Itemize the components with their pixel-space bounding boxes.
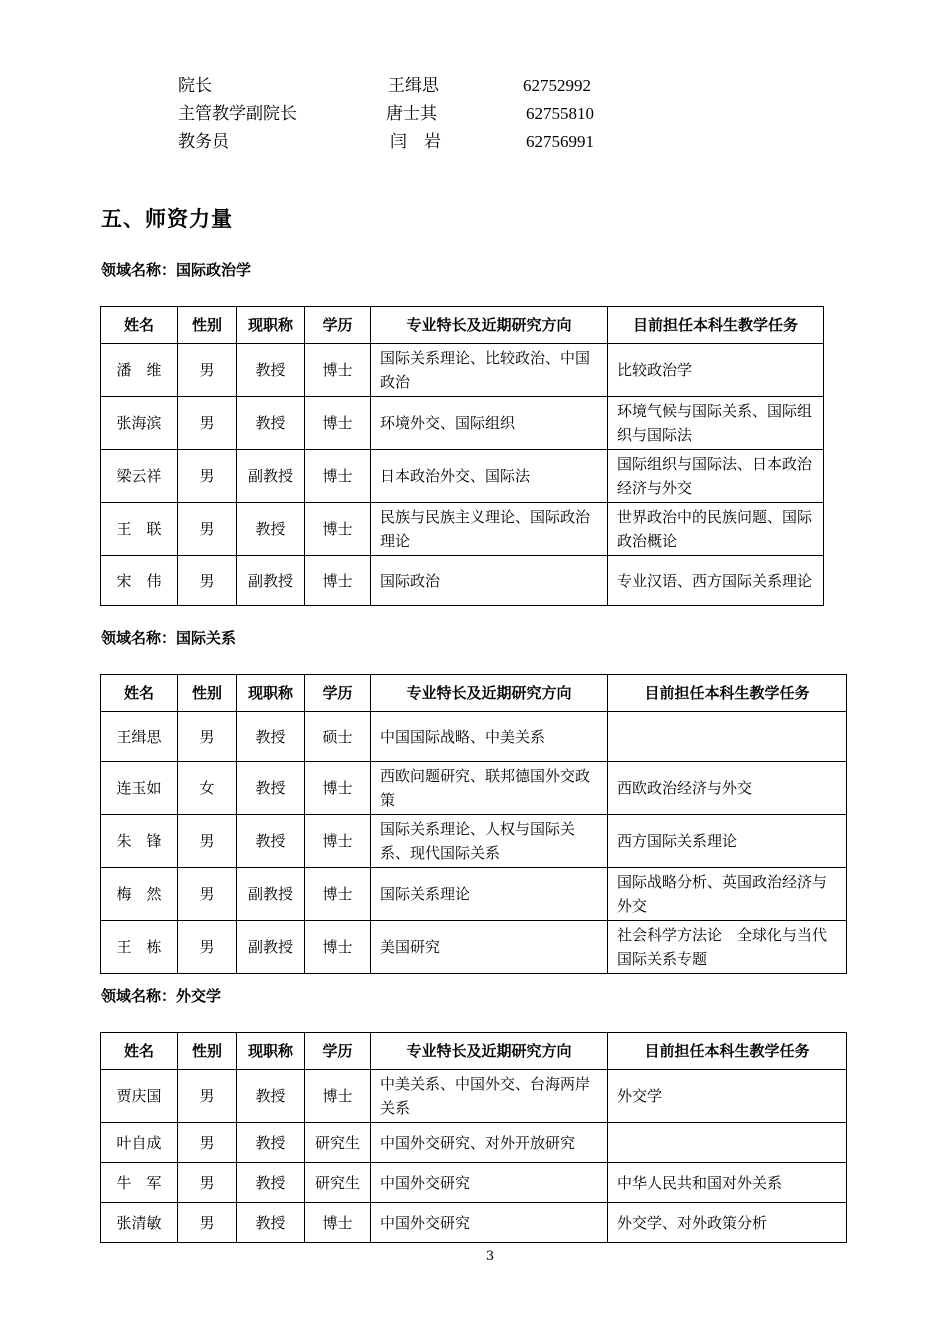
- cell-degree: 博士: [305, 503, 371, 556]
- cell-name: 贾庆国: [101, 1070, 178, 1123]
- cell-teaching: [608, 1123, 847, 1163]
- cell-gender: 男: [178, 1163, 237, 1203]
- cell-gender: 女: [178, 762, 237, 815]
- contact-role: 主管教学副院长: [178, 104, 297, 124]
- cell-title: 教授: [237, 344, 305, 397]
- cell-research: 环境外交、国际组织: [371, 397, 608, 450]
- cell-title: 副教授: [237, 868, 305, 921]
- staff-table-diplomacy: [100, 1032, 847, 1243]
- cell-title: 副教授: [237, 921, 305, 974]
- table-row: [101, 1163, 847, 1203]
- cell-gender: 男: [178, 1070, 237, 1123]
- cell-name: 王 联: [101, 503, 178, 556]
- cell-degree: 博士: [305, 815, 371, 868]
- contact-phone: 62755810: [526, 104, 594, 123]
- header-title: 现职称: [237, 1033, 305, 1070]
- contact-phone: 62756991: [526, 132, 594, 151]
- cell-name: 叶自成: [101, 1123, 178, 1163]
- cell-degree: 博士: [305, 344, 371, 397]
- table-row: [101, 712, 847, 762]
- table-row: [101, 503, 824, 556]
- cell-degree: 博士: [305, 762, 371, 815]
- cell-degree: 博士: [305, 556, 371, 606]
- cell-research: 中国外交研究: [371, 1203, 608, 1243]
- cell-degree: 博士: [305, 450, 371, 503]
- page-number: 3: [485, 1249, 495, 1264]
- cell-teaching: 外交学、对外政策分析: [608, 1203, 847, 1243]
- cell-title: 副教授: [237, 450, 305, 503]
- cell-degree: 硕士: [305, 712, 371, 762]
- contact-row-vice-dean: [178, 100, 678, 128]
- cell-name: 张海滨: [101, 397, 178, 450]
- cell-teaching: 西欧政治经济与外交: [608, 762, 847, 815]
- cell-gender: 男: [178, 397, 237, 450]
- header-teaching: 目前担任本科生教学任务: [608, 307, 824, 344]
- cell-title: 教授: [237, 1203, 305, 1243]
- cell-gender: 男: [178, 556, 237, 606]
- cell-name: 梁云祥: [101, 450, 178, 503]
- cell-gender: 男: [178, 868, 237, 921]
- table-row: [101, 762, 847, 815]
- contact-name: 唐士其: [386, 104, 437, 124]
- contact-role: 教务员: [178, 132, 229, 152]
- table-row: [101, 1203, 847, 1243]
- cell-degree: 博士: [305, 1070, 371, 1123]
- cell-research: 民族与民族主义理论、国际政治理论: [371, 503, 608, 556]
- header-degree: 学历: [305, 307, 371, 344]
- cell-degree: 研究生: [305, 1163, 371, 1203]
- cell-degree: 博士: [305, 868, 371, 921]
- cell-title: 教授: [237, 503, 305, 556]
- staff-table-international-relations: [100, 674, 847, 974]
- cell-title: 教授: [237, 712, 305, 762]
- cell-research: 中美关系、中国外交、台海两岸关系: [371, 1070, 608, 1123]
- cell-gender: 男: [178, 503, 237, 556]
- header-gender: 性别: [178, 675, 237, 712]
- cell-gender: 男: [178, 1203, 237, 1243]
- header-title: 现职称: [237, 307, 305, 344]
- cell-name: 连玉如: [101, 762, 178, 815]
- cell-teaching: 世界政治中的民族问题、国际政治概论: [608, 503, 824, 556]
- cell-name: 张清敏: [101, 1203, 178, 1243]
- table-header-row: [101, 1033, 847, 1070]
- cell-research: 日本政治外交、国际法: [371, 450, 608, 503]
- staff-table-international-politics: [100, 306, 824, 606]
- cell-degree: 博士: [305, 921, 371, 974]
- cell-gender: 男: [178, 815, 237, 868]
- cell-name: 宋 伟: [101, 556, 178, 606]
- cell-research: 中国外交研究: [371, 1163, 608, 1203]
- cell-teaching: 环境气候与国际关系、国际组织与国际法: [608, 397, 824, 450]
- header-research: 专业特长及近期研究方向: [371, 675, 608, 712]
- section-title: 五、师资力量: [101, 207, 233, 231]
- header-name: 姓名: [101, 1033, 178, 1070]
- table-row: [101, 815, 847, 868]
- contact-role: 院长: [178, 76, 212, 96]
- cell-degree: 博士: [305, 397, 371, 450]
- cell-teaching: 国际组织与国际法、日本政治经济与外交: [608, 450, 824, 503]
- cell-title: 教授: [237, 815, 305, 868]
- cell-name: 梅 然: [101, 868, 178, 921]
- header-title: 现职称: [237, 675, 305, 712]
- cell-title: 教授: [237, 1070, 305, 1123]
- cell-teaching: 比较政治学: [608, 344, 824, 397]
- header-name: 姓名: [101, 675, 178, 712]
- cell-degree: 研究生: [305, 1123, 371, 1163]
- domain-label-international-relations: 领域名称：国际关系: [101, 629, 237, 647]
- cell-teaching: 西方国际关系理论: [608, 815, 847, 868]
- cell-research: 国际关系理论、比较政治、中国政治: [371, 344, 608, 397]
- contact-phone: 62752992: [523, 76, 591, 95]
- cell-gender: 男: [178, 712, 237, 762]
- contact-row-dean: [178, 72, 678, 100]
- table-row: [101, 1070, 847, 1123]
- table-row: [101, 450, 824, 503]
- header-degree: 学历: [305, 675, 371, 712]
- cell-name: 潘 维: [101, 344, 178, 397]
- header-research: 专业特长及近期研究方向: [371, 1033, 608, 1070]
- cell-gender: 男: [178, 921, 237, 974]
- header-teaching: 目前担任本科生教学任务: [608, 675, 847, 712]
- cell-teaching: 中华人民共和国对外关系: [608, 1163, 847, 1203]
- cell-name: 王缉思: [101, 712, 178, 762]
- domain-label-international-politics: 领域名称：国际政治学: [101, 261, 252, 279]
- cell-research: 中国国际战略、中美关系: [371, 712, 608, 762]
- cell-research: 国际关系理论: [371, 868, 608, 921]
- cell-name: 牛 军: [101, 1163, 178, 1203]
- table-row: [101, 397, 824, 450]
- cell-title: 教授: [237, 762, 305, 815]
- cell-teaching: [608, 712, 847, 762]
- cell-research: 美国研究: [371, 921, 608, 974]
- header-degree: 学历: [305, 1033, 371, 1070]
- cell-teaching: 专业汉语、西方国际关系理论: [608, 556, 824, 606]
- cell-title: 教授: [237, 1163, 305, 1203]
- header-name: 姓名: [101, 307, 178, 344]
- cell-research: 国际关系理论、人权与国际关系、现代国际关系: [371, 815, 608, 868]
- table-header-row: [101, 675, 847, 712]
- contact-list: [178, 72, 678, 156]
- cell-teaching: 社会科学方法论 全球化与当代国际关系专题: [608, 921, 847, 974]
- cell-gender: 男: [178, 450, 237, 503]
- cell-teaching: 国际战略分析、英国政治经济与外交: [608, 868, 847, 921]
- cell-gender: 男: [178, 1123, 237, 1163]
- contact-name: 闫 岩: [390, 132, 441, 152]
- header-research: 专业特长及近期研究方向: [371, 307, 608, 344]
- cell-research: 国际政治: [371, 556, 608, 606]
- cell-research: 西欧问题研究、联邦德国外交政策: [371, 762, 608, 815]
- table-row: [101, 868, 847, 921]
- domain-label-diplomacy: 领域名称：外交学: [101, 987, 222, 1005]
- table-header-row: [101, 307, 824, 344]
- table-row: [101, 344, 824, 397]
- header-teaching: 目前担任本科生教学任务: [608, 1033, 847, 1070]
- cell-name: 王 栋: [101, 921, 178, 974]
- cell-title: 教授: [237, 1123, 305, 1163]
- table-row: [101, 556, 824, 606]
- cell-teaching: 外交学: [608, 1070, 847, 1123]
- contact-row-secretary: [178, 128, 678, 156]
- contact-name: 王缉思: [388, 76, 439, 96]
- table-row: [101, 1123, 847, 1163]
- header-gender: 性别: [178, 1033, 237, 1070]
- cell-name: 朱 锋: [101, 815, 178, 868]
- cell-research: 中国外交研究、对外开放研究: [371, 1123, 608, 1163]
- cell-title: 副教授: [237, 556, 305, 606]
- cell-title: 教授: [237, 397, 305, 450]
- table-row: [101, 921, 847, 974]
- cell-gender: 男: [178, 344, 237, 397]
- header-gender: 性别: [178, 307, 237, 344]
- cell-degree: 博士: [305, 1203, 371, 1243]
